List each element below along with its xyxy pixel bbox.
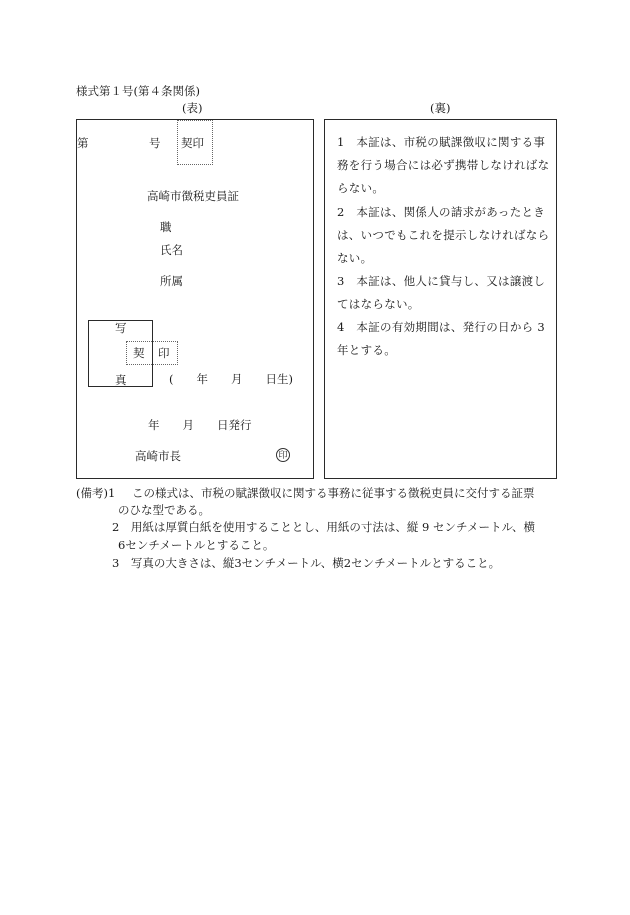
note-line: 2 用紙は厚質白紙を使用することとし、用紙の寸法は、縦 9 センチメートル、横 bbox=[112, 520, 536, 534]
in-label: 印 bbox=[158, 346, 170, 360]
back-line: は、いつでもこれを提示しなければなら bbox=[337, 228, 550, 242]
birth-date: ( 年 月 日生) bbox=[169, 372, 293, 386]
mayor-label: 高崎市長 bbox=[135, 449, 181, 463]
issue-date: 年 月 日発行 bbox=[148, 418, 252, 432]
note-line: のひな型である。 bbox=[118, 503, 210, 517]
back-line: らない。 bbox=[337, 181, 385, 195]
shoku-label: 職 bbox=[160, 220, 172, 234]
note-line: 3 写真の大きさは、縦3センチメートル、横2センチメートルとすること。 bbox=[112, 556, 501, 570]
back-line: 3 本証は、他人に貸与し、又は譲渡し bbox=[337, 274, 546, 288]
back-line: 年とする。 bbox=[337, 343, 396, 357]
number-go-label: 号 bbox=[149, 136, 161, 150]
back-line: てはならない。 bbox=[337, 297, 420, 311]
shozoku-label: 所属 bbox=[160, 274, 183, 288]
note-line: 6センチメートルとすること。 bbox=[118, 538, 275, 552]
shimei-label: 氏名 bbox=[160, 243, 183, 257]
seal-stamp-icon: 印 bbox=[276, 448, 290, 462]
kei-label: 契 bbox=[133, 346, 145, 360]
notes-label: (備考)1 bbox=[76, 486, 116, 500]
back-line: 2 本証は、関係人の請求があったとき bbox=[337, 205, 546, 219]
keiin-top-label: 契印 bbox=[181, 136, 204, 150]
front-header: (表) bbox=[182, 101, 203, 115]
number-dai-label: 第 bbox=[77, 136, 89, 150]
note-line: この様式は、市税の賦課徴収に関する事務に従事する徴税吏員に交付する証票 bbox=[132, 486, 535, 500]
back-line: 1 本証は、市税の賦課徴収に関する事 bbox=[337, 135, 546, 149]
back-line: 務を行う場合には必ず携帯しなければな bbox=[337, 158, 550, 172]
form-title: 様式第１号(第４条関係) bbox=[76, 84, 200, 98]
back-line: ない。 bbox=[337, 251, 373, 265]
back-line: 4 本証の有効期間は、発行の日から 3 bbox=[337, 320, 545, 334]
photo-shin-label: 真 bbox=[115, 373, 127, 387]
card-title: 高崎市徴税吏員証 bbox=[147, 189, 239, 203]
photo-sha-label: 写 bbox=[115, 321, 127, 335]
back-header: (裏) bbox=[430, 101, 451, 115]
